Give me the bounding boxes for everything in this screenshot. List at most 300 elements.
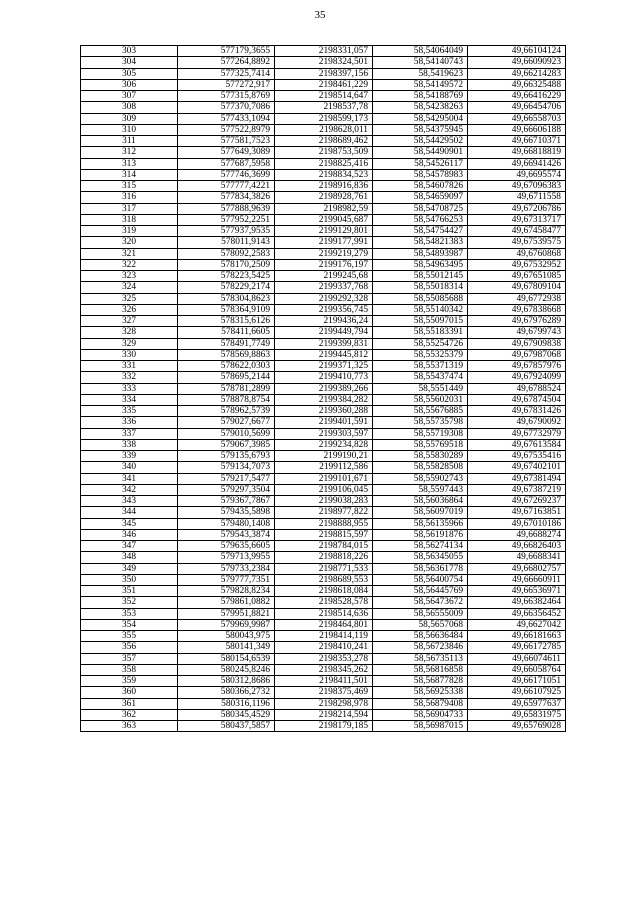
- x-coordinate-cell: 577952,2251: [178, 214, 275, 225]
- table-row: [81, 237, 566, 248]
- y-coordinate-cell: 2199337,768: [275, 282, 373, 293]
- longitude-cell: 49,6790092: [468, 417, 566, 428]
- latitude-cell: 58,5597443: [373, 484, 468, 495]
- y-coordinate-cell: 2199245,68: [275, 271, 373, 282]
- longitude-cell: 49,66172785: [468, 642, 566, 653]
- y-coordinate-cell: 2199190,21: [275, 451, 373, 462]
- longitude-cell: 49,66558703: [468, 113, 566, 124]
- latitude-cell: 58,54893987: [373, 248, 468, 259]
- x-coordinate-cell: 577264,8892: [178, 57, 275, 68]
- latitude-cell: 58,54238263: [373, 102, 468, 113]
- latitude-cell: 58,56925338: [373, 687, 468, 698]
- latitude-cell: 58,55254726: [373, 338, 468, 349]
- x-coordinate-cell: 577179,3655: [178, 46, 275, 57]
- latitude-cell: 58,56473672: [373, 597, 468, 608]
- longitude-cell: 49,66181663: [468, 631, 566, 642]
- y-coordinate-cell: 2198982,59: [275, 203, 373, 214]
- y-coordinate-cell: 2199389,266: [275, 383, 373, 394]
- longitude-cell: 49,6788524: [468, 383, 566, 394]
- table-row: [81, 653, 566, 664]
- point-number-cell: 339: [81, 451, 178, 462]
- x-coordinate-cell: 578878,8754: [178, 394, 275, 405]
- longitude-cell: 49,67313717: [468, 214, 566, 225]
- x-coordinate-cell: 579367,7867: [178, 496, 275, 507]
- table-row: [81, 574, 566, 585]
- table-row: [81, 383, 566, 394]
- longitude-cell: 49,66660911: [468, 574, 566, 585]
- y-coordinate-cell: 2198514,647: [275, 91, 373, 102]
- latitude-cell: 58,54140743: [373, 57, 468, 68]
- y-coordinate-cell: 2199038,283: [275, 496, 373, 507]
- x-coordinate-cell: 579010,5699: [178, 428, 275, 439]
- y-coordinate-cell: 2199292,328: [275, 293, 373, 304]
- point-number-cell: 309: [81, 113, 178, 124]
- longitude-cell: 49,6688341: [468, 552, 566, 563]
- table-row: [81, 102, 566, 113]
- latitude-cell: 58,55140342: [373, 304, 468, 315]
- longitude-cell: 49,66171051: [468, 676, 566, 687]
- point-number-cell: 334: [81, 394, 178, 405]
- x-coordinate-cell: 579713,9955: [178, 552, 275, 563]
- point-number-cell: 310: [81, 124, 178, 135]
- y-coordinate-cell: 2198331,057: [275, 46, 373, 57]
- x-coordinate-cell: 577687,5958: [178, 158, 275, 169]
- longitude-cell: 49,67613584: [468, 439, 566, 450]
- y-coordinate-cell: 2198784,015: [275, 541, 373, 552]
- point-number-cell: 355: [81, 631, 178, 642]
- point-number-cell: 330: [81, 349, 178, 360]
- latitude-cell: 58,56361778: [373, 563, 468, 574]
- table-row: [81, 169, 566, 180]
- point-number-cell: 305: [81, 68, 178, 79]
- latitude-cell: 58,55437474: [373, 372, 468, 383]
- point-number-cell: 356: [81, 642, 178, 653]
- point-number-cell: 345: [81, 518, 178, 529]
- latitude-cell: 58,54963495: [373, 259, 468, 270]
- y-coordinate-cell: 2198818,226: [275, 552, 373, 563]
- x-coordinate-cell: 578569,8863: [178, 349, 275, 360]
- longitude-cell: 49,66818819: [468, 147, 566, 158]
- y-coordinate-cell: 2198753,509: [275, 147, 373, 158]
- y-coordinate-cell: 2198397,156: [275, 68, 373, 79]
- table-row: [81, 316, 566, 327]
- x-coordinate-cell: 580345,4529: [178, 709, 275, 720]
- y-coordinate-cell: 2199303,597: [275, 428, 373, 439]
- x-coordinate-cell: 579951,8821: [178, 608, 275, 619]
- table-row: [81, 361, 566, 372]
- latitude-cell: 58,56036864: [373, 496, 468, 507]
- point-number-cell: 315: [81, 181, 178, 192]
- table-row: [81, 349, 566, 360]
- point-number-cell: 357: [81, 653, 178, 664]
- latitude-cell: 58,55828508: [373, 462, 468, 473]
- table-row: [81, 428, 566, 439]
- longitude-cell: 49,6695574: [468, 169, 566, 180]
- table-row: [81, 327, 566, 338]
- y-coordinate-cell: 2199112,586: [275, 462, 373, 473]
- longitude-cell: 49,66454706: [468, 102, 566, 113]
- y-coordinate-cell: 2199410,773: [275, 372, 373, 383]
- x-coordinate-cell: 578229,2174: [178, 282, 275, 293]
- point-number-cell: 336: [81, 417, 178, 428]
- y-coordinate-cell: 2199106,045: [275, 484, 373, 495]
- y-coordinate-cell: 2198537,78: [275, 102, 373, 113]
- point-number-cell: 312: [81, 147, 178, 158]
- table-row: [81, 698, 566, 709]
- y-coordinate-cell: 2199219,279: [275, 248, 373, 259]
- latitude-cell: 58,55183391: [373, 327, 468, 338]
- latitude-cell: 58,55769518: [373, 439, 468, 450]
- table-row: [81, 709, 566, 720]
- latitude-cell: 58,5657068: [373, 619, 468, 630]
- x-coordinate-cell: 579543,3874: [178, 529, 275, 540]
- longitude-cell: 49,67163851: [468, 507, 566, 518]
- point-number-cell: 316: [81, 192, 178, 203]
- point-number-cell: 350: [81, 574, 178, 585]
- y-coordinate-cell: 2199449,794: [275, 327, 373, 338]
- y-coordinate-cell: 2199436,24: [275, 316, 373, 327]
- y-coordinate-cell: 2198461,229: [275, 79, 373, 90]
- x-coordinate-cell: 580312,8686: [178, 676, 275, 687]
- table-row: [81, 518, 566, 529]
- longitude-cell: 49,66606188: [468, 124, 566, 135]
- longitude-cell: 49,66941426: [468, 158, 566, 169]
- point-number-cell: 335: [81, 406, 178, 417]
- point-number-cell: 346: [81, 529, 178, 540]
- latitude-cell: 58,55735798: [373, 417, 468, 428]
- table-row: [81, 406, 566, 417]
- table-row: [81, 192, 566, 203]
- table-row: [81, 79, 566, 90]
- x-coordinate-cell: 577433,1094: [178, 113, 275, 124]
- x-coordinate-cell: 577888,9639: [178, 203, 275, 214]
- x-coordinate-cell: 579297,3504: [178, 484, 275, 495]
- y-coordinate-cell: 2198977,822: [275, 507, 373, 518]
- point-number-cell: 333: [81, 383, 178, 394]
- point-number-cell: 326: [81, 304, 178, 315]
- y-coordinate-cell: 2198771,533: [275, 563, 373, 574]
- y-coordinate-cell: 2199401,591: [275, 417, 373, 428]
- longitude-cell: 49,65831975: [468, 709, 566, 720]
- point-number-cell: 318: [81, 214, 178, 225]
- point-number-cell: 352: [81, 597, 178, 608]
- latitude-cell: 58,56445769: [373, 586, 468, 597]
- table-row: [81, 507, 566, 518]
- table-row: [81, 57, 566, 68]
- longitude-cell: 49,66104124: [468, 46, 566, 57]
- table-row: [81, 597, 566, 608]
- x-coordinate-cell: 580043,975: [178, 631, 275, 642]
- page-number: 35: [314, 9, 326, 21]
- point-number-cell: 353: [81, 608, 178, 619]
- x-coordinate-cell: 577777,4221: [178, 181, 275, 192]
- longitude-cell: 49,67987068: [468, 349, 566, 360]
- latitude-cell: 58,54490901: [373, 147, 468, 158]
- longitude-cell: 49,6711558: [468, 192, 566, 203]
- longitude-cell: 49,65769028: [468, 721, 566, 732]
- y-coordinate-cell: 2198353,278: [275, 653, 373, 664]
- latitude-cell: 58,54295004: [373, 113, 468, 124]
- longitude-cell: 49,67924099: [468, 372, 566, 383]
- y-coordinate-cell: 2199445,812: [275, 349, 373, 360]
- y-coordinate-cell: 2199176,197: [275, 259, 373, 270]
- latitude-cell: 58,54064049: [373, 46, 468, 57]
- y-coordinate-cell: 2198414,119: [275, 631, 373, 642]
- latitude-cell: 58,56400754: [373, 574, 468, 585]
- point-number-cell: 314: [81, 169, 178, 180]
- longitude-cell: 49,66214283: [468, 68, 566, 79]
- table-row: [81, 563, 566, 574]
- latitude-cell: 58,56345055: [373, 552, 468, 563]
- point-number-cell: 360: [81, 687, 178, 698]
- table-row: [81, 664, 566, 675]
- latitude-cell: 58,56274134: [373, 541, 468, 552]
- latitude-cell: 58,55602031: [373, 394, 468, 405]
- point-number-cell: 328: [81, 327, 178, 338]
- x-coordinate-cell: 579777,7351: [178, 574, 275, 585]
- x-coordinate-cell: 578011,9143: [178, 237, 275, 248]
- x-coordinate-cell: 579134,7073: [178, 462, 275, 473]
- latitude-cell: 58,55830289: [373, 451, 468, 462]
- x-coordinate-cell: 577325,7414: [178, 68, 275, 79]
- y-coordinate-cell: 2199234,828: [275, 439, 373, 450]
- y-coordinate-cell: 2198345,262: [275, 664, 373, 675]
- y-coordinate-cell: 2199384,282: [275, 394, 373, 405]
- x-coordinate-cell: 579435,5898: [178, 507, 275, 518]
- longitude-cell: 49,6772938: [468, 293, 566, 304]
- longitude-cell: 49,67539575: [468, 237, 566, 248]
- longitude-cell: 49,6799743: [468, 327, 566, 338]
- y-coordinate-cell: 2198411,501: [275, 676, 373, 687]
- table-row: [81, 462, 566, 473]
- x-coordinate-cell: 577937,9535: [178, 226, 275, 237]
- x-coordinate-cell: 578170,2509: [178, 259, 275, 270]
- table-row: [81, 91, 566, 102]
- y-coordinate-cell: 2199371,325: [275, 361, 373, 372]
- point-number-cell: 361: [81, 698, 178, 709]
- longitude-cell: 49,67857976: [468, 361, 566, 372]
- point-number-cell: 349: [81, 563, 178, 574]
- longitude-cell: 49,66802757: [468, 563, 566, 574]
- latitude-cell: 58,54708725: [373, 203, 468, 214]
- x-coordinate-cell: 580245,8246: [178, 664, 275, 675]
- latitude-cell: 58,56191876: [373, 529, 468, 540]
- point-number-cell: 343: [81, 496, 178, 507]
- longitude-cell: 49,65977637: [468, 698, 566, 709]
- longitude-cell: 49,66074611: [468, 653, 566, 664]
- longitude-cell: 49,67269237: [468, 496, 566, 507]
- table-row: [81, 214, 566, 225]
- latitude-cell: 58,54149572: [373, 79, 468, 90]
- x-coordinate-cell: 578304,8623: [178, 293, 275, 304]
- point-number-cell: 317: [81, 203, 178, 214]
- table-row: [81, 608, 566, 619]
- latitude-cell: 58,54375945: [373, 124, 468, 135]
- point-number-cell: 338: [81, 439, 178, 450]
- longitude-cell: 49,67096383: [468, 181, 566, 192]
- y-coordinate-cell: 2198214,594: [275, 709, 373, 720]
- y-coordinate-cell: 2198628,011: [275, 124, 373, 135]
- coordinates-table-body: [81, 46, 566, 732]
- x-coordinate-cell: 577370,7086: [178, 102, 275, 113]
- y-coordinate-cell: 2199360,288: [275, 406, 373, 417]
- latitude-cell: 58,54429502: [373, 136, 468, 147]
- point-number-cell: 358: [81, 664, 178, 675]
- point-number-cell: 351: [81, 586, 178, 597]
- longitude-cell: 49,67732979: [468, 428, 566, 439]
- point-number-cell: 304: [81, 57, 178, 68]
- table-row: [81, 473, 566, 484]
- table-row: [81, 586, 566, 597]
- point-number-cell: 340: [81, 462, 178, 473]
- longitude-cell: 49,67381494: [468, 473, 566, 484]
- table-row: [81, 147, 566, 158]
- y-coordinate-cell: 2198324,501: [275, 57, 373, 68]
- coordinates-table: [80, 45, 566, 732]
- latitude-cell: 58,55097015: [373, 316, 468, 327]
- x-coordinate-cell: 579217,5477: [178, 473, 275, 484]
- y-coordinate-cell: 2198528,578: [275, 597, 373, 608]
- latitude-cell: 58,54821383: [373, 237, 468, 248]
- table-row: [81, 293, 566, 304]
- point-number-cell: 363: [81, 721, 178, 732]
- point-number-cell: 344: [81, 507, 178, 518]
- latitude-cell: 58,54578983: [373, 169, 468, 180]
- point-number-cell: 342: [81, 484, 178, 495]
- point-number-cell: 337: [81, 428, 178, 439]
- table-row: [81, 721, 566, 732]
- y-coordinate-cell: 2198599,173: [275, 113, 373, 124]
- latitude-cell: 58,55325379: [373, 349, 468, 360]
- table-row: [81, 124, 566, 135]
- table-row: [81, 417, 566, 428]
- x-coordinate-cell: 578223,5425: [178, 271, 275, 282]
- point-number-cell: 354: [81, 619, 178, 630]
- y-coordinate-cell: 2198410,241: [275, 642, 373, 653]
- table-row: [81, 113, 566, 124]
- table-row: [81, 451, 566, 462]
- longitude-cell: 49,66107925: [468, 687, 566, 698]
- table-row: [81, 304, 566, 315]
- x-coordinate-cell: 580316,1196: [178, 698, 275, 709]
- longitude-cell: 49,67458477: [468, 226, 566, 237]
- table-row: [81, 259, 566, 270]
- table-row: [81, 271, 566, 282]
- latitude-cell: 58,56636484: [373, 631, 468, 642]
- point-number-cell: 325: [81, 293, 178, 304]
- x-coordinate-cell: 579733,2384: [178, 563, 275, 574]
- point-number-cell: 319: [81, 226, 178, 237]
- table-row: [81, 282, 566, 293]
- point-number-cell: 362: [81, 709, 178, 720]
- x-coordinate-cell: 577649,3089: [178, 147, 275, 158]
- latitude-cell: 58,55902743: [373, 473, 468, 484]
- latitude-cell: 58,55085688: [373, 293, 468, 304]
- table-row: [81, 158, 566, 169]
- point-number-cell: 303: [81, 46, 178, 57]
- y-coordinate-cell: 2199101,671: [275, 473, 373, 484]
- y-coordinate-cell: 2199129,801: [275, 226, 373, 237]
- x-coordinate-cell: 578364,9109: [178, 304, 275, 315]
- latitude-cell: 58,5551449: [373, 383, 468, 394]
- longitude-cell: 49,67206786: [468, 203, 566, 214]
- y-coordinate-cell: 2198834,523: [275, 169, 373, 180]
- x-coordinate-cell: 578315,6126: [178, 316, 275, 327]
- longitude-cell: 49,67909838: [468, 338, 566, 349]
- longitude-cell: 49,66325488: [468, 79, 566, 90]
- x-coordinate-cell: 578622,0303: [178, 361, 275, 372]
- x-coordinate-cell: 578491,7749: [178, 338, 275, 349]
- latitude-cell: 58,5419623: [373, 68, 468, 79]
- point-number-cell: 327: [81, 316, 178, 327]
- y-coordinate-cell: 2198888,955: [275, 518, 373, 529]
- y-coordinate-cell: 2198825,416: [275, 158, 373, 169]
- y-coordinate-cell: 2199356,745: [275, 304, 373, 315]
- x-coordinate-cell: 578092,2583: [178, 248, 275, 259]
- y-coordinate-cell: 2198928,761: [275, 192, 373, 203]
- y-coordinate-cell: 2198179,185: [275, 721, 373, 732]
- x-coordinate-cell: 577522,8979: [178, 124, 275, 135]
- longitude-cell: 49,67831426: [468, 406, 566, 417]
- latitude-cell: 58,54754427: [373, 226, 468, 237]
- longitude-cell: 49,66382464: [468, 597, 566, 608]
- table-row: [81, 687, 566, 698]
- longitude-cell: 49,66416229: [468, 91, 566, 102]
- latitude-cell: 58,56879408: [373, 698, 468, 709]
- longitude-cell: 49,66090923: [468, 57, 566, 68]
- x-coordinate-cell: 577834,3826: [178, 192, 275, 203]
- x-coordinate-cell: 578962,5739: [178, 406, 275, 417]
- latitude-cell: 58,54188769: [373, 91, 468, 102]
- point-number-cell: 320: [81, 237, 178, 248]
- longitude-cell: 49,67535416: [468, 451, 566, 462]
- table-row: [81, 136, 566, 147]
- table-row: [81, 68, 566, 79]
- longitude-cell: 49,67976289: [468, 316, 566, 327]
- latitude-cell: 58,55719308: [373, 428, 468, 439]
- longitude-cell: 49,6688274: [468, 529, 566, 540]
- x-coordinate-cell: 579027,6677: [178, 417, 275, 428]
- longitude-cell: 49,66356452: [468, 608, 566, 619]
- latitude-cell: 58,56904733: [373, 709, 468, 720]
- latitude-cell: 58,55018314: [373, 282, 468, 293]
- latitude-cell: 58,56135966: [373, 518, 468, 529]
- table-row: [81, 203, 566, 214]
- longitude-cell: 49,6760868: [468, 248, 566, 259]
- latitude-cell: 58,56723846: [373, 642, 468, 653]
- latitude-cell: 58,56555009: [373, 608, 468, 619]
- longitude-cell: 49,67874504: [468, 394, 566, 405]
- table-row: [81, 484, 566, 495]
- x-coordinate-cell: 578411,6605: [178, 327, 275, 338]
- x-coordinate-cell: 579067,3985: [178, 439, 275, 450]
- y-coordinate-cell: 2198464,801: [275, 619, 373, 630]
- table-row: [81, 181, 566, 192]
- table-row: [81, 619, 566, 630]
- point-number-cell: 322: [81, 259, 178, 270]
- latitude-cell: 58,56097019: [373, 507, 468, 518]
- point-number-cell: 323: [81, 271, 178, 282]
- point-number-cell: 341: [81, 473, 178, 484]
- point-number-cell: 331: [81, 361, 178, 372]
- longitude-cell: 49,67532952: [468, 259, 566, 270]
- longitude-cell: 49,66710371: [468, 136, 566, 147]
- point-number-cell: 321: [81, 248, 178, 259]
- point-number-cell: 332: [81, 372, 178, 383]
- y-coordinate-cell: 2198689,553: [275, 574, 373, 585]
- x-coordinate-cell: 577581,7523: [178, 136, 275, 147]
- y-coordinate-cell: 2198916,836: [275, 181, 373, 192]
